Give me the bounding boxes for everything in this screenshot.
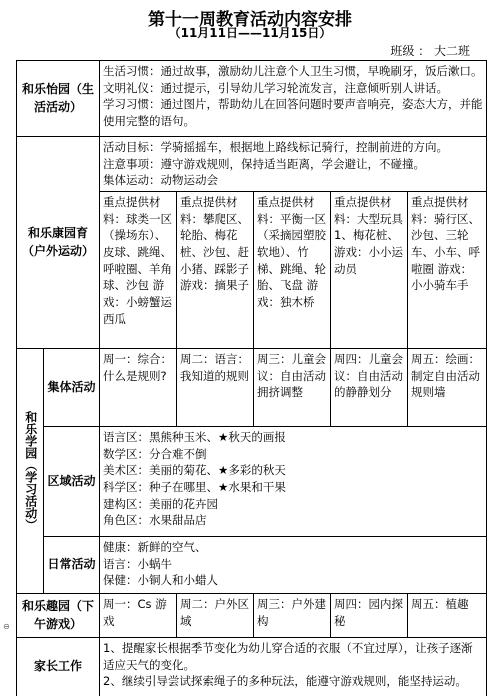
collective-text: 周五：绘画：制定自由活动规则墙	[411, 352, 481, 400]
fun-text: 周四：园内探秘	[334, 597, 404, 628]
outdoor-day-fri	[408, 192, 487, 349]
collective-text: 周一：综合：什么是规则?	[103, 352, 173, 383]
outdoor-day-text: 重点提供材料：大型玩具1、梅花桩、 游戏：小小运动员	[334, 195, 404, 276]
outdoor-line: 活动目标：学骑摇摇车，根据地上路线标记骑行，控制前进的方向。	[103, 140, 449, 154]
collective-thu	[331, 349, 408, 427]
collapse-handle-icon[interactable]: ⊖	[3, 622, 10, 631]
daily-line: 语言：小蜗牛	[103, 556, 173, 571]
outdoor-line: 注意事项：遵守游戏规则，保持适当距离，学会避让，不碰撞。	[103, 156, 426, 171]
schedule-table	[16, 60, 487, 696]
label-daily: 日常活动	[44, 537, 100, 594]
outdoor-day-tue	[177, 192, 254, 349]
fun-text: 周三：户外建构	[257, 597, 327, 628]
row-fun	[17, 594, 487, 638]
fun-thu	[331, 594, 408, 638]
parents-line: 1、提醒家长根据季节变化为幼儿穿合适的衣服（不宜过厚），让孩子逐渐适应天气的变化。	[103, 641, 473, 672]
fun-text: 周一：Cs 游戏	[103, 597, 167, 628]
label-collective: 集体活动	[44, 349, 100, 427]
section-label-life: 和乐怡园（生活活动）	[17, 61, 100, 137]
row-learning-collective	[17, 349, 487, 427]
collective-mon	[100, 349, 177, 427]
collective-text: 周二：语言：我知道的规则	[180, 352, 250, 383]
area-content	[100, 427, 487, 537]
outdoor-day-text: 重点提供材料：球类一区（操场东）、皮球、跳绳、呼啦圈、羊角球、沙包 游戏：小螃蟹运西瓜	[103, 195, 173, 326]
area-line: 科学区：种子在哪里、★水果和干果	[103, 480, 286, 495]
collective-tue	[177, 349, 254, 427]
label-area: 区域活动	[44, 427, 100, 537]
outdoor-day-wed	[254, 192, 331, 349]
life-line: 学习习惯：通过图片，帮助幼儿在回答问题时要声音响亮，姿态大方，并能使用完整的语句。	[103, 97, 483, 129]
parents-content	[100, 638, 487, 696]
fun-wed	[254, 594, 331, 638]
area-line: 美术区：美丽的菊花、★多彩的秋天	[103, 463, 286, 478]
collective-text: 周三：儿童会议：自由活动拥挤调整	[257, 352, 327, 400]
fun-text: 周二：户外区域	[180, 597, 250, 628]
date-range: （11月11日——11月15日）	[168, 26, 332, 40]
class-label: 班级 ： 大二班	[390, 44, 470, 58]
collective-fri	[408, 349, 487, 427]
outdoor-day-thu	[331, 192, 408, 349]
outdoor-day-mon	[100, 192, 177, 349]
section-label-parents: 家长工作	[17, 638, 100, 696]
area-line: 语言区：黑熊种玉米、★秋天的画报	[103, 430, 286, 445]
row-learning-daily	[17, 537, 487, 594]
section-label-outdoor: 和乐康园育（户外运动）	[17, 137, 100, 349]
row-outdoor-goals	[17, 137, 487, 192]
section-label-fun: 和乐趣园（下午游戏）	[17, 594, 100, 638]
daily-line: 健康：新鲜的空气、	[103, 540, 207, 555]
area-line: 数学区：分合难不倒	[103, 446, 207, 461]
fun-mon	[100, 594, 177, 638]
outdoor-day-text: 重点提供材料：骑行区、沙包、三轮车、小车、呼啦圈 游戏：小小骑车手	[411, 195, 481, 293]
daily-content	[100, 537, 487, 594]
parents-line: 2、继续引导尝试探索绳子的多种玩法，能遵守游戏规则，能坚持运动。	[103, 674, 467, 689]
life-content	[100, 61, 487, 137]
outdoor-day-text: 重点提供材料：平衡一区（采摘园塑胶软地）、竹梯、跳绳、轮胎、飞盘 游戏：独木桥	[257, 195, 327, 310]
outdoor-day-text: 重点提供材料：攀爬区、轮胎、梅花桩、沙包、赶小猪、踩影子 游戏：摘果子	[180, 195, 250, 293]
daily-line: 保健：小铜人和小蜡人	[103, 573, 219, 588]
outdoor-line: 集体运动：动物运动会	[103, 173, 219, 188]
fun-fri	[408, 594, 487, 638]
row-parents	[17, 638, 487, 696]
life-line: 文明礼仪：通过提示，引导幼儿学习轮流发言，注意倾听别人讲话。	[103, 80, 449, 95]
fun-text: 周五：植趣	[411, 597, 469, 612]
collective-wed	[254, 349, 331, 427]
row-learning-area	[17, 427, 487, 537]
area-line: 建构区：美丽的花卉园	[103, 496, 219, 511]
page-title: 第十一周教育活动内容安排	[148, 10, 352, 30]
collective-text: 周四：儿童会议：自由活动的静静划分	[334, 352, 404, 400]
section-label-learning: 和乐学园（学习活动）	[17, 349, 44, 594]
fun-tue	[177, 594, 254, 638]
life-line: 生活习惯：通过故事，激励幼儿注意个人卫生习惯，早晚刷牙，饭后漱口。	[103, 64, 483, 78]
outdoor-goals	[100, 137, 487, 192]
row-life	[17, 61, 487, 137]
area-line: 角色区：水果甜品店	[103, 513, 207, 528]
